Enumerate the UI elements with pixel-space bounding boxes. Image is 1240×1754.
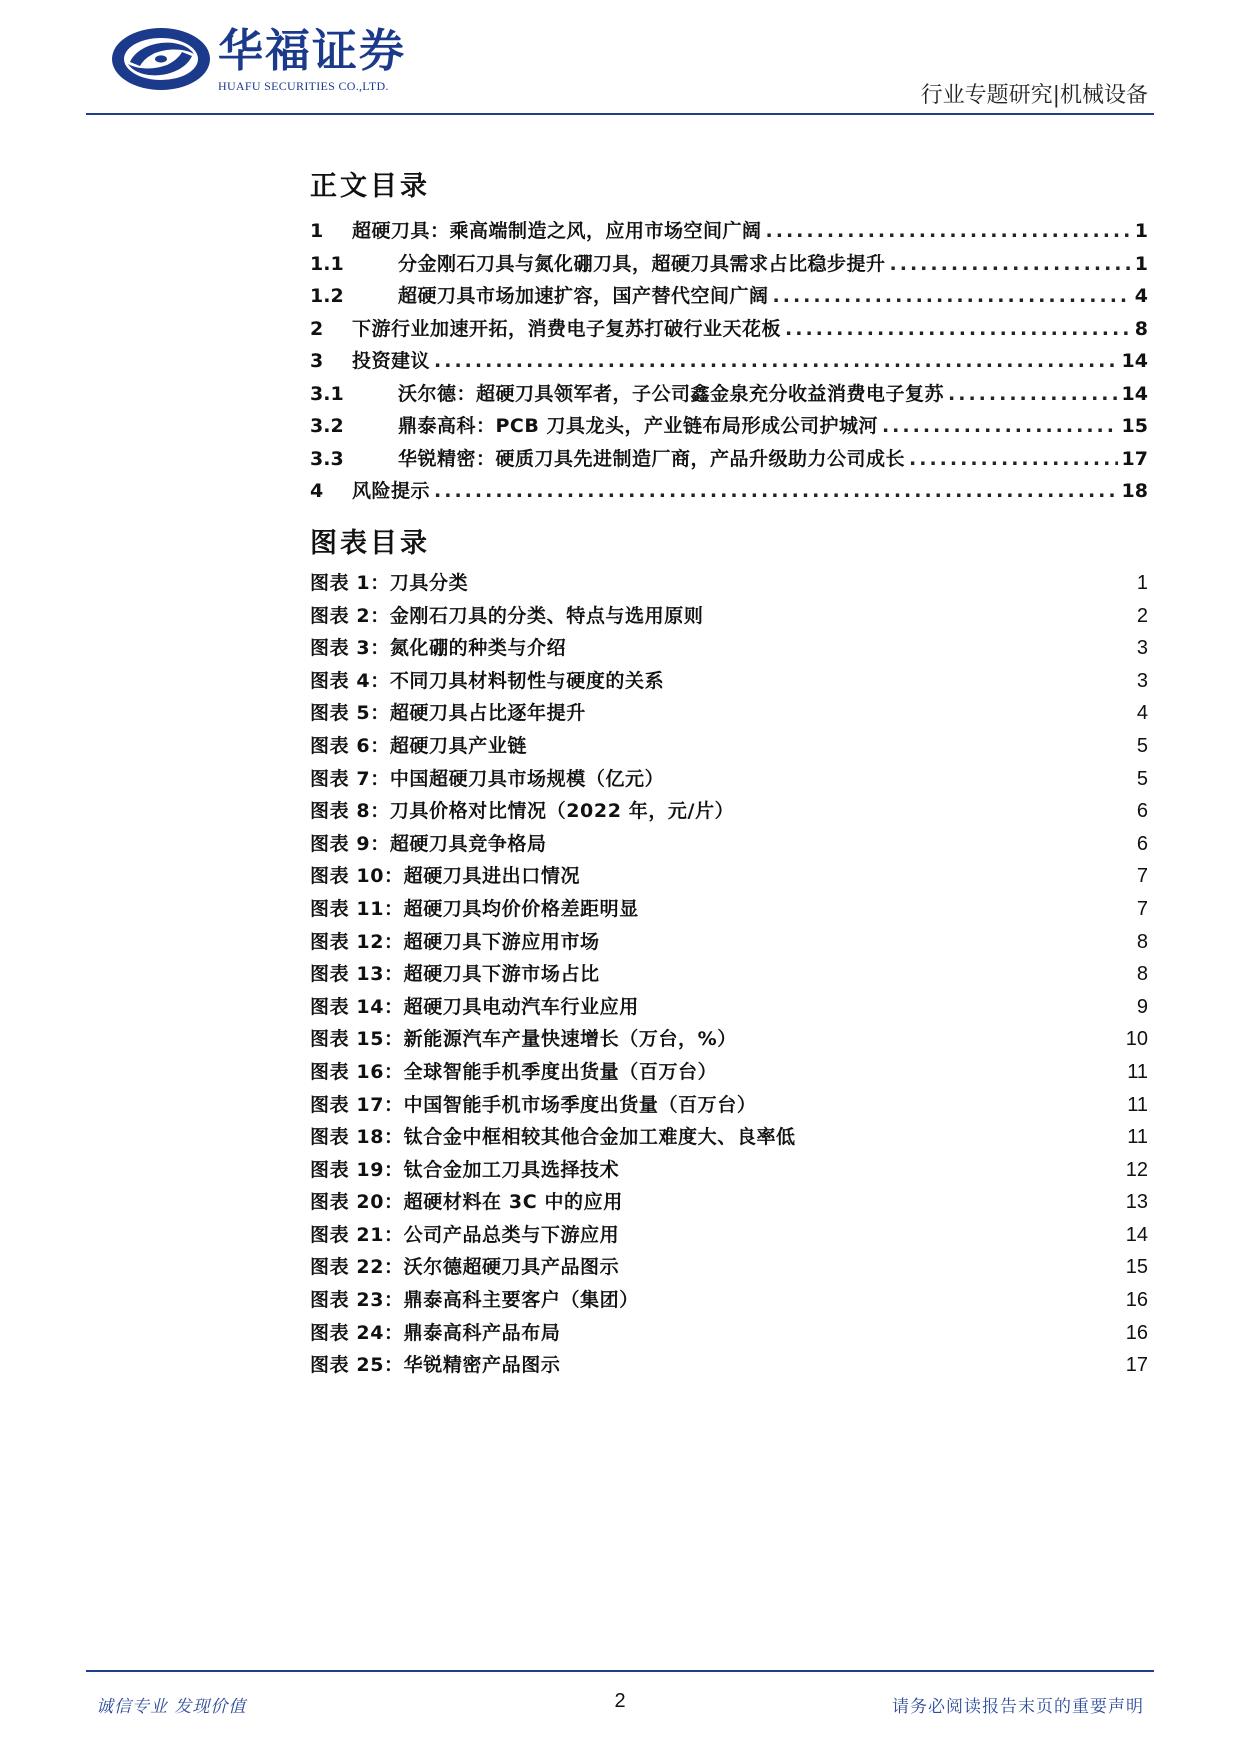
figure-entry-page: 16	[1125, 1321, 1148, 1344]
toc-title: 正文目录	[310, 171, 430, 202]
figure-entry-label: 图表 18：钛合金中框相较其他合金加工难度大、良率低	[310, 1126, 796, 1149]
figure-entry-label: 图表 2：金刚石刀具的分类、特点与选用原则	[310, 604, 704, 627]
figure-entry-page: 15	[1125, 1256, 1148, 1279]
figure-entry-label: 图表 21：公司产品总类与下游应用	[310, 1223, 620, 1246]
figure-entry-label: 图表 13：超硬刀具下游市场占比	[310, 963, 600, 986]
figure-entry-label: 图表 25：华锐精密产品图示	[310, 1354, 561, 1377]
toc-entry[interactable]	[310, 411, 1148, 444]
figure-entry-page: 5	[1136, 734, 1148, 757]
figure-entry-label: 图表 1：刀具分类	[310, 572, 469, 594]
figure-entry-label: 图表 8：刀具价格对比情况（2022 年，元/片）	[310, 800, 735, 823]
figure-entry[interactable]	[310, 1350, 1148, 1383]
figure-entry-label: 图表 5：超硬刀具占比逐年提升	[310, 702, 586, 725]
toc-entry-page: 1	[1134, 220, 1148, 242]
huafu-logo-icon	[110, 26, 212, 92]
figure-entry-page: 6	[1136, 800, 1148, 823]
figure-entry[interactable]	[310, 796, 1148, 829]
toc-entry-text: 超硬刀具市场加速扩容，国产替代空间广阔	[398, 285, 769, 307]
toc-entry-page: 8	[1134, 317, 1148, 340]
toc-entry-text: 超硬刀具：乘高端制造之风，应用市场空间广阔	[352, 220, 762, 242]
figure-entry-label: 图表 22：沃尔德超硬刀具产品图示	[310, 1256, 620, 1279]
figure-entry[interactable]	[310, 698, 1148, 731]
toc-entry-text: 华锐精密：硬质刀具先进制造厂商，产品升级助力公司成长	[398, 447, 906, 470]
toc-leader-dots	[766, 220, 1131, 242]
toc-entry[interactable]	[310, 346, 1148, 379]
figure-entry[interactable]	[310, 731, 1148, 764]
figure-entry[interactable]	[310, 1090, 1148, 1123]
toc-entry-text: 沃尔德：超硬刀具领军者，子公司鑫金泉充分收益消费电子复苏	[398, 382, 945, 405]
figure-entry-page: 7	[1136, 897, 1148, 920]
toc-entry-number: 3.2	[310, 415, 344, 437]
figure-entry-label: 图表 24：鼎泰高科产品布局	[310, 1321, 561, 1344]
toc-leader-dots	[909, 448, 1118, 470]
figure-entry-label: 图表 12：超硬刀具下游应用市场	[310, 930, 600, 953]
figure-list	[310, 568, 1148, 1383]
figure-entry[interactable]	[310, 927, 1148, 960]
toc-entry-page: 17	[1121, 447, 1148, 470]
figure-entry-label: 图表 20：超硬材料在 3C 中的应用	[310, 1191, 623, 1214]
brand-name: 华福证券	[218, 24, 407, 77]
figure-entry[interactable]	[310, 894, 1148, 927]
toc-entry-page: 14	[1121, 350, 1148, 372]
figure-entry[interactable]	[310, 568, 1148, 601]
toc-entry-number: 3	[310, 350, 324, 372]
toc-entry[interactable]	[310, 476, 1148, 509]
figure-entry-page: 6	[1136, 832, 1148, 855]
figure-entry-page: 8	[1136, 963, 1148, 986]
figure-entry-page: 5	[1136, 767, 1148, 790]
figure-entry-label: 图表 4：不同刀具材料韧性与硬度的关系	[310, 669, 665, 692]
figure-entry-page: 14	[1125, 1223, 1148, 1246]
figure-entry[interactable]	[310, 633, 1148, 666]
figure-entry[interactable]	[310, 1122, 1148, 1155]
brand-name-english: HUAFU SECURITIES CO.,LTD.	[218, 79, 389, 93]
toc-entry-number: 1	[310, 220, 324, 242]
figure-entry-page: 10	[1125, 1028, 1148, 1051]
figure-entry-label: 图表 16：全球智能手机季度出货量（百万台）	[310, 1060, 718, 1083]
toc-leader-dots	[882, 415, 1118, 437]
figure-entry[interactable]	[310, 1220, 1148, 1253]
toc-entry-number: 1.1	[310, 252, 344, 275]
toc-entry[interactable]	[310, 314, 1148, 347]
toc-entry-page: 4	[1134, 285, 1148, 307]
figure-entry[interactable]	[310, 992, 1148, 1025]
figure-entry[interactable]	[310, 1252, 1148, 1285]
toc-entry[interactable]	[310, 379, 1148, 412]
figure-entry-page: 12	[1125, 1158, 1148, 1181]
figure-entry-label: 图表 11：超硬刀具均价价格差距明显	[310, 897, 639, 920]
figure-entry-page: 16	[1125, 1289, 1148, 1312]
figure-entry[interactable]	[310, 764, 1148, 797]
figure-entry[interactable]	[310, 959, 1148, 992]
figure-entry-label: 图表 10：超硬刀具进出口情况	[310, 865, 581, 888]
report-type: 行业专题研究|机械设备	[920, 83, 1148, 108]
figure-entry-label: 图表 9：超硬刀具竞争格局	[310, 832, 547, 855]
figure-entry-page: 7	[1136, 865, 1148, 888]
toc-leader-dots	[890, 253, 1131, 275]
figure-entry[interactable]	[310, 1155, 1148, 1188]
toc-leader-dots	[773, 285, 1131, 307]
figure-entry-label: 图表 14：超硬刀具电动汽车行业应用	[310, 995, 639, 1018]
toc-entry[interactable]	[310, 444, 1148, 477]
toc-leader-dots	[785, 318, 1131, 340]
figure-entry-label: 图表 7：中国超硬刀具市场规模（亿元）	[310, 767, 665, 790]
figure-entry-label: 图表 3：氮化硼的种类与介绍	[310, 637, 567, 660]
figure-entry[interactable]	[310, 861, 1148, 894]
footer-disclaimer: 请务必阅读报告末页的重要声明	[892, 1697, 1144, 1717]
toc-entry-number: 1.2	[310, 285, 344, 307]
figure-entry-label: 图表 17：中国智能手机市场季度出货量（百万台）	[310, 1093, 757, 1116]
figure-entry-page: 4	[1136, 702, 1148, 725]
figure-entry-label: 图表 23：鼎泰高科主要客户（集团）	[310, 1289, 639, 1312]
toc-entry-text: 分金刚石刀具与氮化硼刀具，超硬刀具需求占比稳步提升	[398, 252, 886, 275]
figure-entry-page: 11	[1127, 1126, 1148, 1149]
figure-entry-page: 11	[1127, 1093, 1148, 1116]
figure-entry-page: 2	[1136, 604, 1148, 627]
toc-entry-number: 3.3	[310, 447, 344, 470]
figure-entry[interactable]	[310, 1187, 1148, 1220]
figure-entry-page: 8	[1136, 930, 1148, 953]
figure-entry-label: 图表 6：超硬刀具产业链	[310, 734, 528, 757]
figure-entry-page: 3	[1136, 637, 1148, 660]
figure-entry-page: 3	[1136, 669, 1148, 692]
toc-entry-text: 投资建议	[352, 350, 431, 372]
toc-entry-number: 4	[310, 480, 324, 502]
toc-entry-page: 14	[1121, 382, 1148, 405]
toc-entry-number: 3.1	[310, 382, 344, 405]
figures-title: 图表目录	[310, 528, 430, 559]
figure-entry[interactable]	[310, 1318, 1148, 1351]
toc-entry-text: 风险提示	[352, 480, 431, 502]
figure-entry-label: 图表 15：新能源汽车产量快速增长（万台，%）	[310, 1028, 737, 1051]
toc-leader-dots	[434, 350, 1118, 372]
figure-entry[interactable]	[310, 1285, 1148, 1318]
toc-entry[interactable]	[310, 249, 1148, 282]
figure-entry-page: 13	[1125, 1191, 1148, 1214]
figure-entry-page: 11	[1127, 1060, 1148, 1083]
figure-entry[interactable]	[310, 601, 1148, 634]
figure-entry-page: 17	[1125, 1354, 1148, 1377]
toc-entry-page: 15	[1121, 415, 1148, 437]
toc-entry-text: 下游行业加速开拓，消费电子复苏打破行业天花板	[352, 317, 782, 340]
page-number: 2	[614, 1690, 626, 1712]
toc-entry-text: 鼎泰高科：PCB 刀具龙头，产业链布局形成公司护城河	[398, 415, 878, 437]
footer-divider	[86, 1670, 1154, 1672]
figure-entry-page: 9	[1136, 995, 1148, 1018]
figure-entry[interactable]	[310, 666, 1148, 699]
footer-slogan: 诚信专业 发现价值	[96, 1697, 247, 1717]
table-of-contents	[310, 216, 1148, 509]
header-divider	[86, 113, 1154, 115]
toc-entry-page: 18	[1121, 480, 1148, 502]
toc-leader-dots	[434, 480, 1118, 502]
figure-entry-page: 1	[1136, 572, 1148, 594]
figure-entry[interactable]	[310, 1057, 1148, 1090]
toc-entry[interactable]	[310, 281, 1148, 314]
figure-entry-label: 图表 19：钛合金加工刀具选择技术	[310, 1158, 620, 1181]
figure-entry[interactable]	[310, 829, 1148, 862]
figure-entry[interactable]	[310, 1024, 1148, 1057]
toc-entry-page: 1	[1134, 252, 1148, 275]
toc-leader-dots	[948, 383, 1118, 405]
toc-entry-number: 2	[310, 317, 324, 340]
toc-entry[interactable]	[310, 216, 1148, 249]
